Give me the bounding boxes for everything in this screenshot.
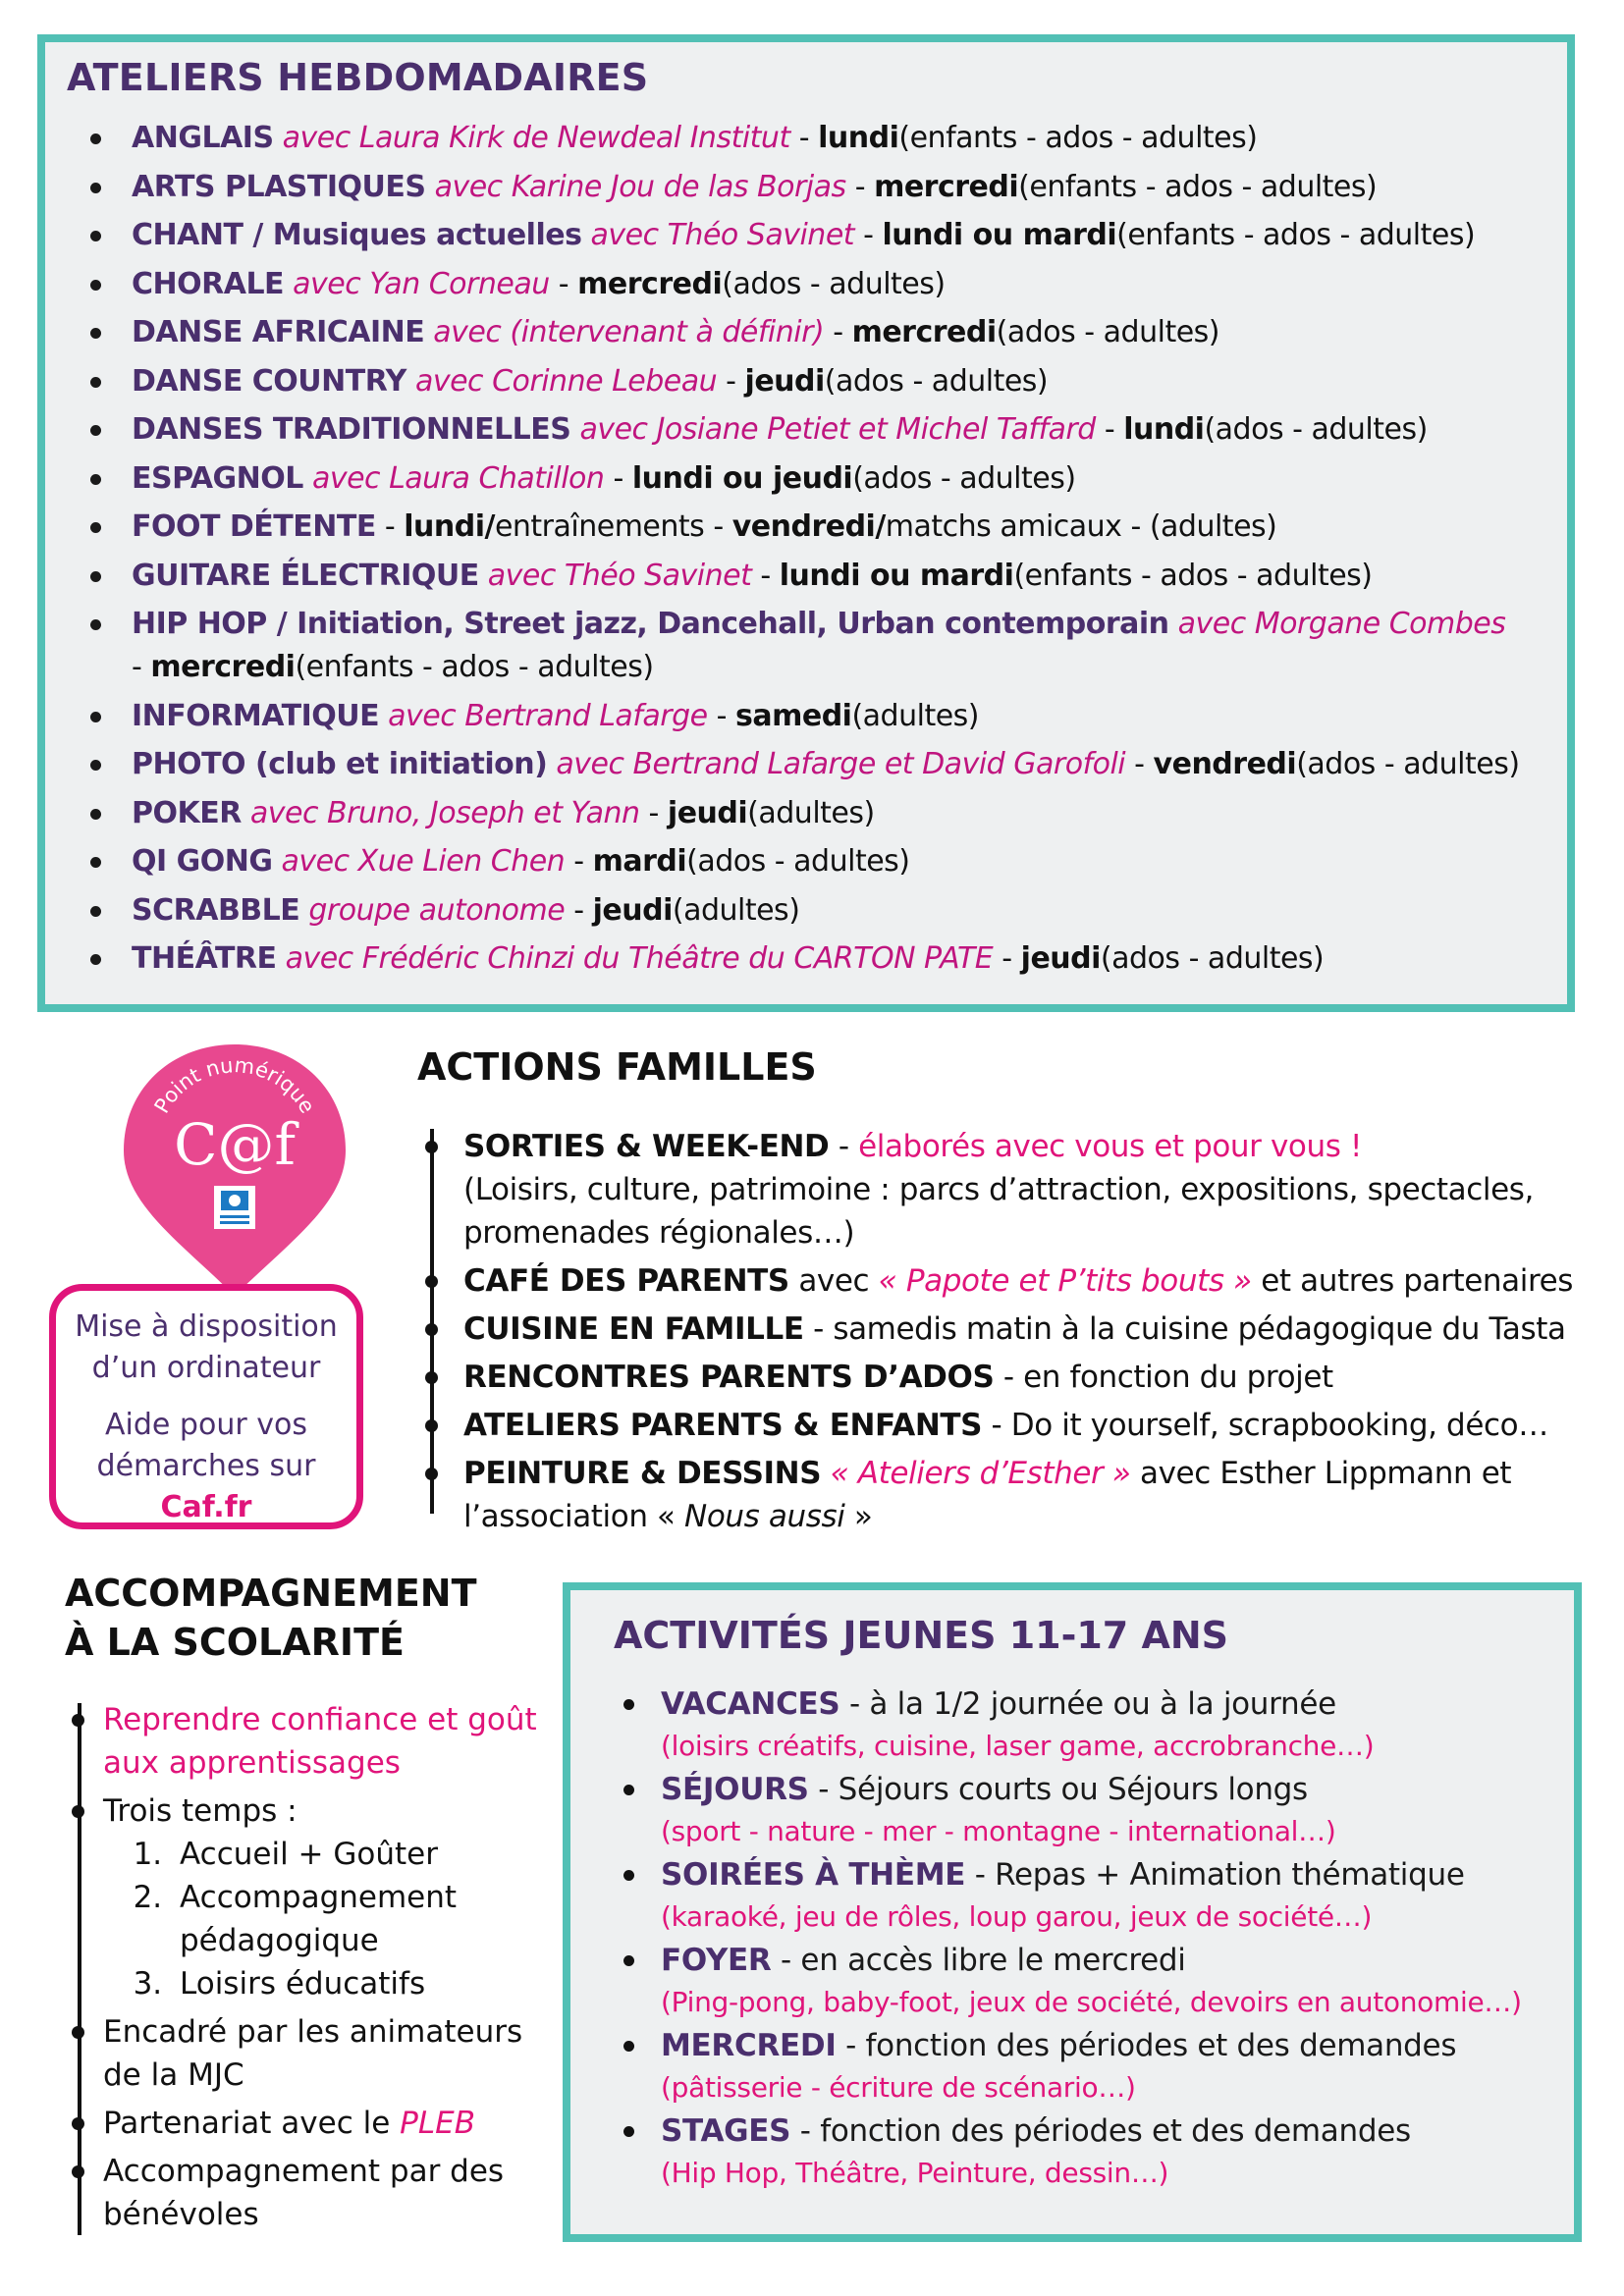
youth-item <box>614 1853 1574 1938</box>
bullet-dot <box>90 760 101 771</box>
workshop-day: jeudi <box>592 892 673 928</box>
workshop-audience: (ados - adultes) <box>852 460 1076 496</box>
workshop-audience: (enfants - ados - adultes) <box>1013 558 1373 593</box>
workshop-instructor: avec Corinne Lebeau <box>414 363 718 399</box>
youth-item-name: STAGES <box>661 2113 791 2149</box>
youth-item <box>614 2109 1574 2194</box>
workshop-separator: - <box>824 315 852 349</box>
workshop-separator: - <box>751 558 780 593</box>
youth-item-name: SÉJOURS <box>661 1772 809 1807</box>
school-list <box>103 1698 555 2241</box>
workshop-day: mardi <box>592 844 687 879</box>
workshop-audience: (ados - adultes) <box>686 844 910 879</box>
caf-line-3: Aide pour vos <box>105 1408 307 1442</box>
school-item-confidence: Reprendre confiance et goût aux apprentissages <box>103 1698 555 1785</box>
workshop-audience: (ados - adultes) <box>722 266 946 301</box>
youth-item-name: MERCREDI <box>661 2028 837 2063</box>
family-item-cuisine: CUISINE EN FAMILLE - samedis matin à la cuisine pédagogique du Tasta <box>463 1308 1593 1351</box>
bullet-dot <box>623 1785 634 1795</box>
school-item-three-steps: Trois temps : 1. Accueil + Goûter 2. Accompagnement pédagogique 3. Loisirs éducatifs <box>103 1789 555 2005</box>
caf-logo-text: C@f <box>174 1111 296 1178</box>
workshop-separator: - <box>993 941 1021 976</box>
workshop-day: jeudi <box>1020 941 1101 976</box>
bullet-dot <box>90 712 101 722</box>
workshop-item <box>67 166 1567 209</box>
bullet-dot <box>90 809 101 820</box>
bullet-dot <box>72 1805 84 1818</box>
workshop-separator: - <box>717 363 745 399</box>
bullet-dot <box>90 133 101 144</box>
workshop-name: DANSE COUNTRY <box>132 363 406 399</box>
bullet-dot <box>623 1699 634 1710</box>
workshop-name: THÉÂTRE <box>132 941 277 976</box>
workshop-audience: (enfants - ados - adultes) <box>1018 169 1378 204</box>
youth-item-examples: (Ping-pong, baby-foot, jeux de société, devoirs en autonomie…) <box>661 1986 1522 2018</box>
youth-item-name: SOIRÉES À THÈME <box>661 1857 966 1893</box>
workshop-day: mercredi <box>851 315 997 349</box>
bullet-dot <box>425 1275 438 1288</box>
workshop-separator: - <box>789 121 819 155</box>
youth-list <box>614 1682 1574 2194</box>
workshop-audience: (enfants - ados - adultes) <box>1116 218 1476 252</box>
youth-item-detail: - à la 1/2 journée ou à la journée <box>839 1686 1336 1722</box>
workshop-item <box>67 408 1567 452</box>
bullet-dot <box>90 377 101 388</box>
bullet-dot <box>623 1870 634 1881</box>
workshop-name: PHOTO (club et initiation) <box>132 747 548 781</box>
bullet-dot <box>90 571 101 582</box>
workshop-audience: (enfants - ados - adultes) <box>898 121 1258 155</box>
school-steps-list <box>103 1833 555 2005</box>
bullet-dot <box>90 425 101 436</box>
caf-link[interactable]: Caf.fr <box>160 1490 252 1524</box>
workshop-name: POKER <box>132 795 242 830</box>
workshop-day: lundi ou mardi <box>882 218 1117 252</box>
bullet-dot <box>90 522 101 533</box>
youth-title: ACTIVITÉS JEUNES 11-17 ANS <box>614 1614 1229 1657</box>
youth-item-examples: (karaoké, jeu de rôles, loup garou, jeux de société…) <box>661 1900 1373 1933</box>
workshop-separator: - <box>565 892 593 928</box>
map-pin-icon <box>110 1039 359 1299</box>
workshop-item <box>67 214 1567 257</box>
workshop-audience: (adultes) <box>747 795 875 830</box>
workshop-separator: - <box>132 650 151 684</box>
weekly-title: ATELIERS HEBDOMADAIRES <box>67 56 649 99</box>
bullet-dot <box>90 328 101 339</box>
bullet-dot <box>425 1323 438 1336</box>
workshop-item <box>67 457 1567 501</box>
workshop-name: ESPAGNOL <box>132 460 303 496</box>
workshop-separator: - <box>854 218 883 252</box>
caf-line-1: Mise à disposition <box>75 1309 338 1344</box>
workshop-separator: - <box>604 460 632 496</box>
workshop-item <box>67 360 1567 403</box>
workshop-instructor: avec Xue Lien Chen <box>281 844 566 879</box>
workshop-item <box>67 840 1567 883</box>
bullet-dot <box>90 619 101 630</box>
family-item-rencontres: RENCONTRES PARENTS D’ADOS - en fonction du projet <box>463 1356 1593 1399</box>
bullet-dot <box>425 1371 438 1384</box>
bullet-dot <box>90 906 101 917</box>
youth-activities-box <box>563 1582 1582 2242</box>
workshop-name: ARTS PLASTIQUES <box>132 169 426 204</box>
youth-item-examples: (pâtisserie - écriture de scénario…) <box>661 2071 1136 2104</box>
bullet-dot <box>623 2126 634 2137</box>
workshop-instructor: avec Morgane Combes <box>1177 607 1506 641</box>
family-item-sorties: SORTIES & WEEK-END - élaborés avec vous et pour vous ! (Loisirs, culture, patrimoine : parcs d’attraction, expositions, spectacles, promenades régionales…) <box>463 1125 1593 1255</box>
school-item-supervised: Encadré par les animateurs de la MJC <box>103 2010 555 2097</box>
workshop-name: HIP HOP / Initiation, Street jazz, Dancehall, Urban contemporain <box>132 607 1169 641</box>
youth-item-detail: - fonction des périodes et des demandes <box>790 2113 1411 2149</box>
workshop-audience: (ados - adultes) <box>1100 941 1325 976</box>
workshop-day: jeudi <box>667 795 748 830</box>
families-title: ACTIONS FAMILLES <box>417 1045 817 1089</box>
workshop-item <box>67 311 1567 354</box>
workshop-day: lundi <box>1123 412 1205 447</box>
school-timeline-line <box>78 1703 81 2235</box>
school-title: ACCOMPAGNEMENT À LA SCOLARITÉ <box>65 1572 477 1664</box>
workshop-instructor: avec Bertrand Lafarge <box>388 698 708 733</box>
workshop-audience: (ados - adultes) <box>824 363 1049 399</box>
workshop-instructor: avec (intervenant à définir) <box>433 315 825 349</box>
workshop-instructor: avec Bruno, Joseph et Yann <box>249 795 640 830</box>
workshop-instructor: avec Bertrand Lafarge et David Garofoli <box>556 747 1126 781</box>
workshop-instructor: avec Karine Jou de las Borjas <box>434 169 846 204</box>
bullet-dot <box>72 2117 84 2130</box>
workshop-day: vendredi <box>1153 747 1297 781</box>
bullet-dot <box>72 2165 84 2178</box>
workshop-day: mercredi <box>874 169 1019 204</box>
workshop-separator: - <box>549 266 578 301</box>
school-step: 1. Accueil + Goûter <box>172 1833 555 1876</box>
youth-item <box>614 1939 1574 2023</box>
family-item-cafe: CAFÉ DES PARENTS avec « Papote et P’tits bouts » et autres partenaires <box>463 1259 1593 1303</box>
youth-item-name: VACANCES <box>661 1686 840 1722</box>
workshop-name: FOOT DÉTENTE <box>132 509 376 544</box>
youth-item-examples: (Hip Hop, Théâtre, Peinture, dessin…) <box>661 2157 1169 2189</box>
workshop-instructor: avec Théo Savinet <box>590 218 855 252</box>
bullet-dot <box>90 231 101 241</box>
bullet-dot <box>425 1468 438 1480</box>
workshop-item <box>67 889 1567 933</box>
caf-emblem-icon <box>214 1186 255 1229</box>
bullet-dot <box>90 280 101 291</box>
youth-item <box>614 1768 1574 1852</box>
workshop-item <box>67 263 1567 306</box>
workshop-separator: - <box>1095 412 1124 447</box>
bullet-dot <box>72 2026 84 2039</box>
caf-line-2: d’un ordinateur <box>91 1351 321 1385</box>
youth-item-name: FOYER <box>661 1943 772 1978</box>
school-step: 2. Accompagnement pédagogique <box>172 1876 555 1962</box>
bullet-dot <box>90 857 101 868</box>
workshop-audience: entraînements - vendredi/matchs amicaux - (adultes) <box>494 509 1277 544</box>
workshop-separator: - <box>639 795 668 830</box>
workshop-separator: - <box>707 698 735 733</box>
workshop-day: mercredi <box>577 266 723 301</box>
caf-info-box <box>49 1284 363 1529</box>
workshop-instructor: groupe autonome <box>308 892 566 928</box>
workshop-item <box>67 117 1567 160</box>
caf-line-4: démarches sur <box>96 1449 316 1483</box>
workshop-instructor: avec Yan Corneau <box>293 266 550 301</box>
family-item-ateliers: ATELIERS PARENTS & ENFANTS - Do it yourself, scrapbooking, déco… <box>463 1404 1593 1447</box>
workshop-audience: (ados - adultes) <box>996 315 1219 349</box>
workshop-item <box>67 937 1567 981</box>
families-list <box>463 1125 1593 1543</box>
youth-item-detail: - Repas + Animation thématique <box>965 1857 1465 1893</box>
bullet-dot <box>90 474 101 485</box>
workshop-name: CHORALE <box>132 266 285 301</box>
workshop-instructor: avec Frédéric Chinzi du Théâtre du CARTON PATE <box>285 941 994 976</box>
workshop-day: lundi <box>818 121 899 155</box>
workshop-separator: - <box>375 509 405 544</box>
workshop-day: jeudi <box>744 363 825 399</box>
workshop-audience: (ados - adultes) <box>1296 747 1520 781</box>
youth-item-detail: - Séjours courts ou Séjours longs <box>808 1772 1308 1807</box>
bullet-dot <box>90 183 101 193</box>
workshop-item <box>67 506 1567 549</box>
workshop-name: ANGLAIS <box>132 121 274 155</box>
workshop-item <box>67 555 1567 598</box>
workshop-audience: (enfants - ados - adultes) <box>295 650 654 684</box>
youth-item-detail: - fonction des périodes et des demandes <box>836 2028 1457 2063</box>
workshop-separator: - <box>845 169 875 204</box>
bullet-dot <box>425 1141 438 1153</box>
workshop-separator: - <box>565 844 593 879</box>
youth-item <box>614 2024 1574 2109</box>
workshop-item <box>67 695 1567 738</box>
workshop-item <box>67 603 1567 689</box>
workshop-name: INFORMATIQUE <box>132 698 380 733</box>
workshop-day: mercredi <box>150 650 296 684</box>
caf-point-numerique-pin <box>110 1039 359 1299</box>
workshop-instructor: avec Théo Savinet <box>487 558 752 593</box>
bullet-dot <box>72 1714 84 1727</box>
pin-arc-label: Point numérique <box>149 1052 320 1118</box>
workshop-item <box>67 792 1567 835</box>
workshop-instructor: avec Laura Chatillon <box>311 460 605 496</box>
weekly-workshops-box <box>37 34 1575 1012</box>
youth-item-detail: - en accès libre le mercredi <box>771 1943 1186 1978</box>
youth-item-examples: (loisirs créatifs, cuisine, laser game, accrobranche…) <box>661 1730 1375 1762</box>
weekly-list <box>67 117 1567 981</box>
workshop-day: samedi <box>735 698 852 733</box>
workshop-audience: (ados - adultes) <box>1204 412 1428 447</box>
workshop-item <box>67 743 1567 786</box>
workshop-audience: (adultes) <box>851 698 980 733</box>
workshop-instructor: avec Laura Kirk de Newdeal Institut <box>282 121 790 155</box>
workshop-instructor: avec Josiane Petiet et Michel Taffard <box>579 412 1096 447</box>
bullet-dot <box>623 1955 634 1966</box>
school-item-partnership: Partenariat avec le PLEB <box>103 2102 555 2145</box>
workshop-name: GUITARE ÉLECTRIQUE <box>132 558 479 593</box>
workshop-name: CHANT / Musiques actuelles <box>132 218 582 252</box>
workshop-name: SCRABBLE <box>132 892 300 928</box>
workshop-name: QI GONG <box>132 844 273 879</box>
workshop-audience: (adultes) <box>672 892 800 928</box>
families-timeline-line <box>430 1129 434 1514</box>
workshop-day: lundi ou mardi <box>779 558 1014 593</box>
youth-item-examples: (sport - nature - mer - montagne - international…) <box>661 1815 1336 1847</box>
school-item-volunteers: Accompagnement par des bénévoles <box>103 2150 555 2236</box>
family-item-peinture: PEINTURE & DESSINS « Ateliers d’Esther » avec Esther Lippmann et l’association « Nous aussi » <box>463 1452 1593 1538</box>
bullet-dot <box>425 1419 438 1432</box>
workshop-name: DANSES TRADITIONNELLES <box>132 412 571 447</box>
bullet-dot <box>90 954 101 965</box>
workshop-day: lundi ou jeudi <box>631 460 853 496</box>
workshop-name: DANSE AFRICAINE <box>132 315 425 349</box>
bullet-dot <box>623 2041 634 2052</box>
school-step: 3. Loisirs éducatifs <box>172 1962 555 2005</box>
workshop-day: lundi/ <box>404 509 495 544</box>
workshop-separator: - <box>1125 747 1154 781</box>
youth-item <box>614 1682 1574 1767</box>
